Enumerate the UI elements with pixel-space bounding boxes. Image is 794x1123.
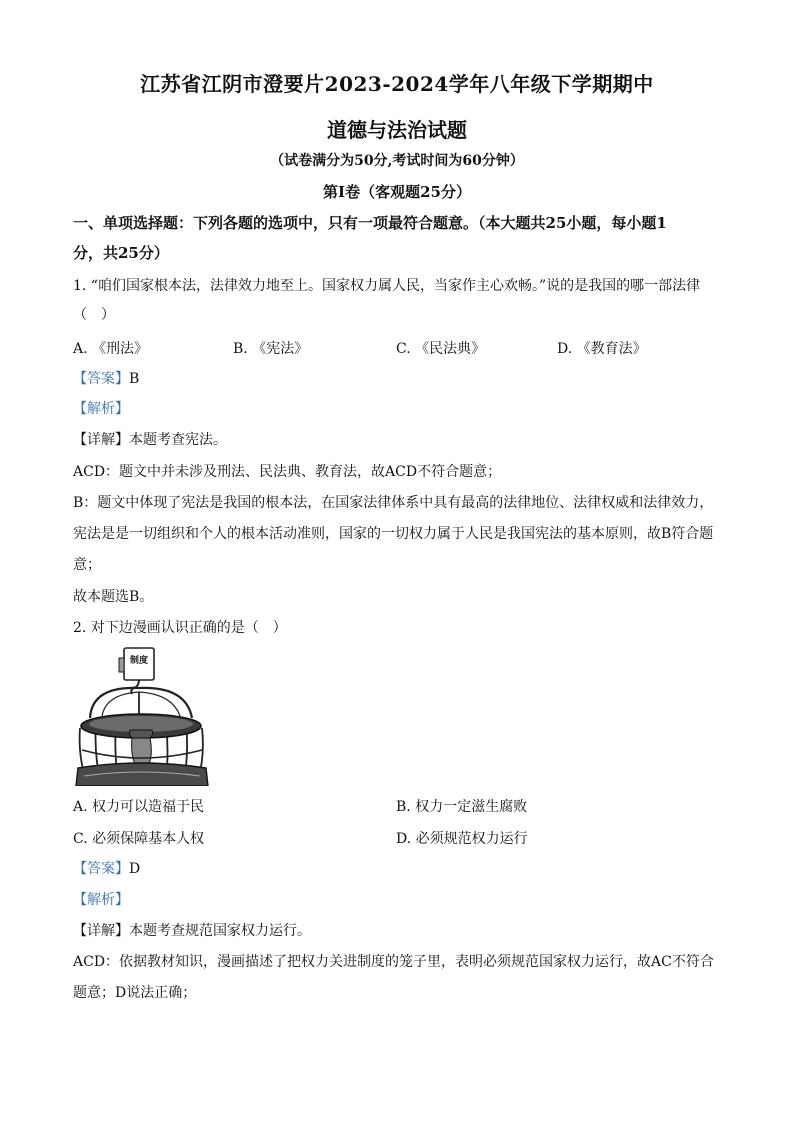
detail-text: 本题考查宪法。 (129, 432, 227, 448)
detail-text: 本题考查规范国家权力运行。 (129, 923, 311, 939)
q1-option-b: B. 《宪法》 (233, 341, 309, 357)
answer-tag: 【答案】 (73, 861, 129, 877)
q1-option-c: C. 《民法典》 (396, 341, 486, 357)
q1-option-a: A. 《刑法》 (73, 341, 149, 357)
detail-tag: 【详解】 (73, 923, 129, 939)
q1-stem-line2: （ ） (73, 307, 115, 323)
q1-detail (73, 430, 723, 450)
q2-explanation-line2: 题意；D说法正确； (73, 985, 197, 1001)
q1-analysis (73, 399, 723, 419)
detail-tag: 【详解】 (73, 432, 129, 448)
q1-answer (73, 369, 723, 389)
part-heading-line2: 分，共25分） (73, 244, 169, 262)
q2-explanation-line1: ACD：依据教材知识，漫画描述了把权力关进制度的笼子里，表明必须规范国家权力运行，故AC不符合 (73, 954, 714, 970)
page-title: 江苏省江阴市澄要片2023-2024学年八年级下学期期中 (140, 72, 654, 96)
q1-explanation-b-line1: B：题文中体现了宪法是我国的根本法，在国家法律体系中具有最高的法律地位、法律权威和法律效力， (73, 495, 714, 511)
q1-explanation-acd: ACD：题文中并未涉及刑法、民法典、教育法，故ACD不符合题意； (73, 464, 502, 480)
section-heading: 第Ⅰ卷（客观题25分） (323, 183, 471, 201)
cartoon-label: 制度 (129, 656, 149, 666)
q1-option-d: D. 《教育法》 (557, 341, 647, 357)
analysis-tag: 【解析】 (73, 892, 129, 908)
page-subtitle: 道德与法治试题 (327, 118, 467, 142)
q2-option-d: D. 必须规范权力运行 (396, 831, 528, 847)
exam-info: （试卷满分为50分,考试时间为60分钟） (270, 153, 524, 169)
answer-value: D (129, 861, 141, 877)
q1-explanation-b-line2: 宪法是是一切组织和个人的根本活动准则，国家的一切权力属于人民是我国宪法的基本原则，故B符合题 (73, 526, 714, 542)
part-heading-line1: 一、单项选择题：下列各题的选项中，只有一项最符合题意。（本大题共25小题，每小题1 (73, 214, 667, 232)
q2-stem: 2. 对下边漫画认识正确的是（ ） (73, 620, 287, 636)
q2-option-c: C. 必须保障基本人权 (73, 831, 205, 847)
q2-answer (73, 859, 723, 879)
answer-tag: 【答案】 (73, 371, 129, 387)
q1-stem-line1: 1. “咱们国家根本法，法律效力地至上。国家权力属人民，当家作主心欢畅。”说的是我国的哪一部法律 (73, 278, 701, 294)
answer-value: B (129, 371, 140, 387)
q1-explanation-b-line3: 意； (73, 557, 101, 573)
analysis-tag: 【解析】 (73, 401, 129, 417)
q2-option-a: A. 权力可以造福于民 (73, 799, 205, 815)
q2-analysis (73, 890, 723, 910)
q1-conclusion: 故本题选B。 (73, 589, 154, 605)
birdcage-cartoon-image (72, 646, 212, 786)
q2-option-b: B. 权力一定滋生腐败 (396, 799, 528, 815)
q2-detail (73, 921, 723, 941)
